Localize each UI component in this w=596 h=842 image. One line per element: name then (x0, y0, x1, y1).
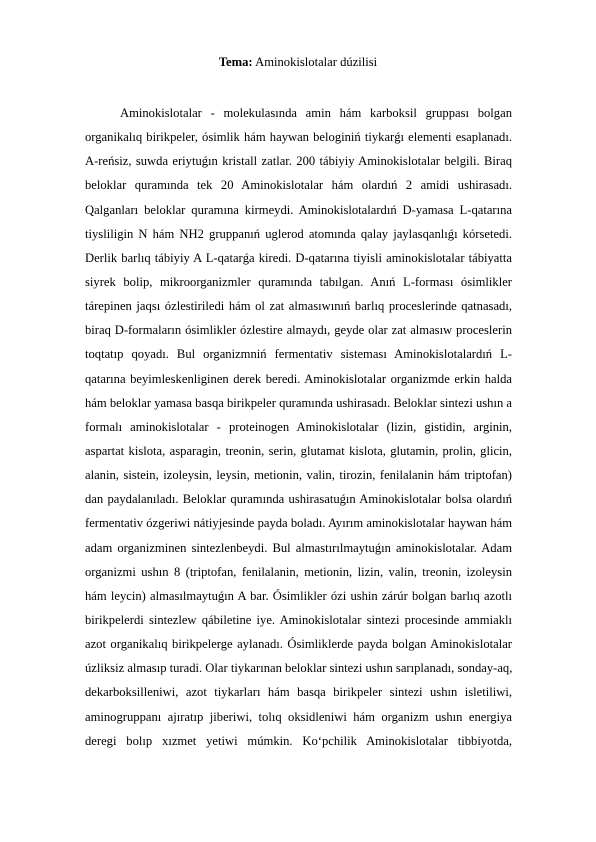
paragraph-line: birikpelerdi sintezlew qábiletine iye. Aminokislotalar sintezi procesinde ammiaklı (85, 612, 512, 627)
paragraph-line: adam organizminen sintezlenbeydi. Bul almastırılmaytuǵın aminokislotalar. Adam (85, 540, 512, 555)
paragraph-line: tárepinen jaqsı ózlestiriledi hám ol zat almasıwınıń barlıq proceslerinde qatnasadı, (85, 299, 512, 314)
paragraph-line: hám leycin) almasılmaytuǵın A bar. Ósimlikler ózi ushin zárúr bolgan barlıq azotlı (85, 588, 512, 603)
paragraph-line: Qalganları beloklar quramına kirmeydi. Aminokislotalardıń D-yamasa L-qatarına (85, 202, 512, 217)
paragraph-line: alanin, sistein, izoleysin, leysin, metionin, valin, tirozin, fenilalanin hám triptofan) (85, 468, 512, 483)
paragraph-line: dan paydalanıladı. Beloklar quramında ushirasatuǵın Aminokislotalar bolsa olardıń (85, 492, 512, 507)
body-paragraph (85, 101, 512, 753)
paragraph-line: A-reńsiz, suwda eriytuǵın kristall zatlar. 200 tábiyiy Aminokislotalar belgili. Biraq (85, 154, 512, 169)
title-label: Tema: (218, 55, 253, 69)
paragraph-line: aspartat kislota, asparagin, treonin, serin, glutamat kislota, glutamin, prolin, glicin, (85, 443, 512, 458)
paragraph-line: deregi bolıp xızmet yetiwi múmkin. Ko‘pchilik Aminokislotalar tibbiyotda, (85, 733, 512, 748)
paragraph-line: aminogruppanı ajıratıp jiberiwi, tolıq oksidleniwi hám organizm ushın energiya (85, 709, 512, 724)
title-text: Aminokislotalar dúzilisi (255, 55, 378, 69)
paragraph-line: organikalıq birikpeler, ósimlik hám haywan beloginiń tiykarǵı elementi esaplanadı. (85, 130, 512, 145)
paragraph-line: biraq D-formaların ósimlikler ózlestire almaydı, geyde olar zat almasıw proceslerin (85, 323, 512, 338)
paragraph-line: dekarboksilleniwi, azot tiykarları hám basqa birikpeler sintezi ushın isletiliwi, (85, 685, 512, 700)
paragraph-line: úzliksiz almasıp turadi. Olar tiykarınan beloklar sintezi ushın sarıplanadı, sonday-aq, (85, 661, 512, 676)
paragraph-line: Aminokislotalar - molekulasında amin hám karboksil gruppası bolgan (120, 106, 512, 120)
paragraph-line: qatarına beyimleskenliginen derek beredi. Aminokislotalar organizmde erkin halda (85, 371, 512, 386)
paragraph-line: formalı aminokislotalar - proteinogen Aminokislotalar (lizin, gistidin, arginin, (85, 419, 512, 434)
paragraph-line: beloklar quramında tek 20 Aminokislotalar hám olardıń 2 amidi ushirasadı. (85, 178, 512, 193)
paragraph-line: hám beloklar yamasa basqa birikpeler quramında ushirasadı. Beloklar sintezi ushın a (85, 395, 512, 410)
paragraph-line: organizmi ushın 8 (triptofan, fenilalanin, metionin, lizin, valin, treonin, izoleysin (85, 564, 512, 579)
paragraph-line: azot organikalıq birikpelerge aylanadı. Ósimliklerde payda bolgan Aminokislotalar (85, 637, 512, 652)
paragraph-line: fermentativ ózgeriwi nátiyjesinde payda boladı. Ayırım aminokislotalar haywan hám (85, 516, 512, 531)
paragraph-line: Derlik barlıq tábiyiy A L-qatarǵa kiredi. D-qatarına tiyisli aminokislotalar tábiyatta (85, 250, 512, 265)
paragraph-line: tiysliligin N hám NH2 gruppanıń uglerod atomında qalay jaylasqanlıǵı kórsetedi. (85, 226, 512, 241)
paragraph-line: toqtatıp qoyadı. Bul organizmniń fermentativ sisteması Aminokislotalardıń L- (85, 347, 512, 362)
page-title (0, 54, 596, 71)
paragraph-line: siyrek bolip, mikroorganizmler quramında tabılgan. Anıń L-forması ósimlikler (85, 274, 512, 289)
